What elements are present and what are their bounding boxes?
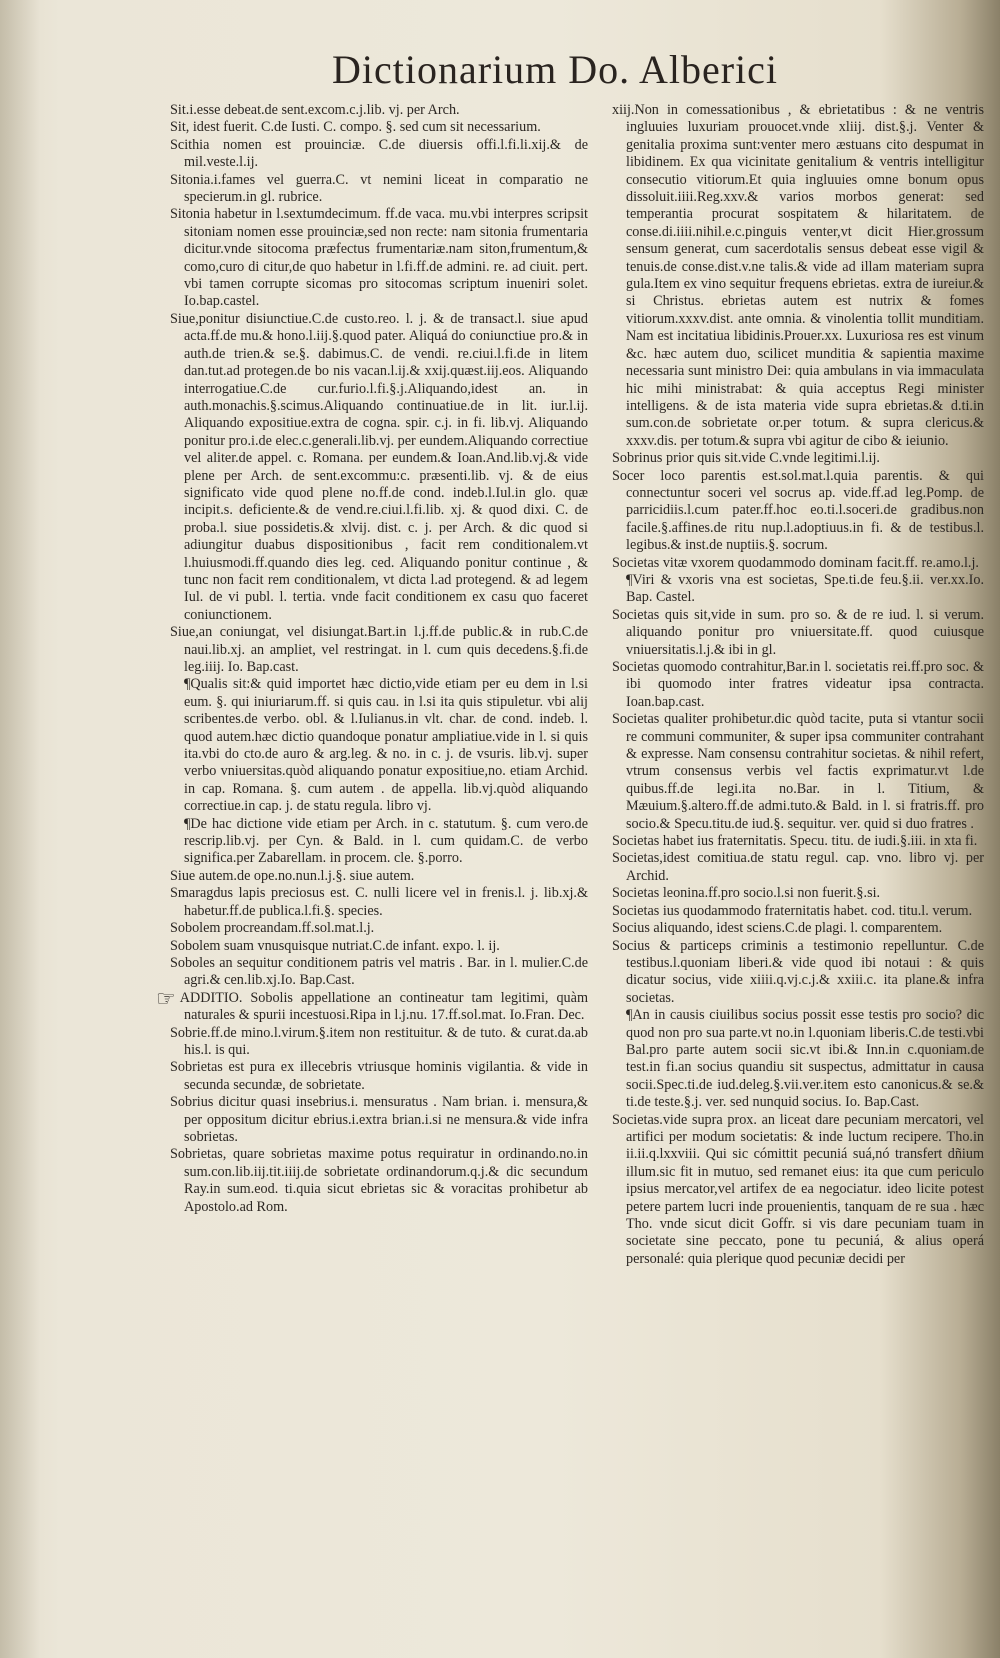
- entry-text: Societas quomodo contrahitur,Bar.in l. societatis rei.ff.pro soc. & ibi quomodo inter fratres videatur ipsa contracta. Ioan.bap.cast.: [612, 659, 984, 710]
- left-text-column: [156, 102, 588, 1642]
- entry-text: Soboles an sequitur conditionem patris vel matris . Bar. in l. mulier.C.de agri.& cen.lib.xj.Io. Bap.Cast.: [170, 954, 588, 989]
- entry-text: Societas.vide supra prox. an liceat dare pecuniam mercatori, vel artifici per modum societatis: & inde luctum recipere. Tho.in ii.ii.q.lxxviii. Qui sic cómittit pecuniá suá,nó transfert dñium illum.sic fit in mutuo, sed remanet eius: ita que cum periculo ipsius mercator,vel artifex de ea negociatur. ideo licite potest petere partem lucri inde prouenientis, tanquam de re sua . hæc Tho. vnde sicut dicit Goffr. si vis dare pecuniam tuam in societate sine peccato, pone tu pecuniá, & alius operá personalé: quia plerique quod pecuniæ decidi per: [612, 1111, 984, 1267]
- dictionary-entry: [612, 885, 984, 902]
- dictionary-entry: [612, 572, 984, 607]
- right-text-column: [612, 102, 984, 1642]
- entry-text: Socius aliquando, idest sciens.C.de plagi. l. comparentem.: [612, 920, 943, 937]
- running-title: [0, 46, 1000, 93]
- dictionary-entry: [170, 102, 588, 119]
- dictionary-entry: [612, 1112, 984, 1269]
- dictionary-entry: [170, 172, 588, 207]
- entry-text: Societas habet ius fraternitatis. Specu. titu. de iudi.§.iii. in xta fi.: [612, 833, 978, 850]
- dictionary-entry: [612, 102, 984, 450]
- dictionary-entry: [612, 938, 984, 1008]
- dictionary-entry: [170, 137, 588, 172]
- entry-text: ¶De hac dictione vide etiam per Arch. in c. statutum. §. cum vero.de rescrip.lib.vj. per Cyn. & Bald. in l. cum quidam.C. de verbo significa.per Zabarellam. in procem. cle. §.porro.: [184, 815, 588, 867]
- dictionary-entry: [612, 920, 984, 937]
- dictionary-entry: [170, 885, 588, 920]
- entry-text: Sitonia habetur in l.sextumdecimum. ff.de vaca. mu.vbi interpres scripsit sitoniam nomen esse prouinciæ,sed non recte: nam sitonia frumentaria dicitur.vnde sitocoma præfectus frumentariæ.nam siton,frumentum,& como,curo di citur,de quo habetur in l.fi.ff.de admini. re. ad ciuit. pert. vbi tamen corrupte sicomas pro sitocomas scriptum inueniri solet. Io.bap.castel.: [170, 206, 588, 310]
- entry-text: Scithia nomen est prouinciæ. C.de diuersis offi.l.fi.li.xij.& de mil.veste.l.ij.: [170, 136, 588, 171]
- entry-text: Sobolem procreandam.ff.sol.mat.l.j.: [170, 920, 375, 937]
- dictionary-entry: [612, 833, 984, 850]
- dictionary-entry: [170, 955, 588, 990]
- entry-text: Societas vitæ vxorem quodammodo dominam facit.ff. re.amo.l.j.: [612, 554, 979, 571]
- entry-text: Societas leonina.ff.pro socio.l.si non fuerit.§.si.: [612, 885, 881, 902]
- entry-text: ADDITIO. Sobolis appellatione an contineatur tam legitimi, quàm naturales & spurii incestuosi.Ripa in l.j.nu. 17.ff.sol.mat. Io.Fran. Dec.: [179, 989, 588, 1024]
- entry-text: Siue,ponitur disiunctiue.C.de custo.reo. l. j. & de transact.l. siue apud acta.ff.de mu.& hono.l.iij.§.quod pater. Aliquá do coniunctiue pro.& in auth.de trien.& se.§. dabimus.C. de vendi. re.ciui.l.fi.de in litem dan.tut.ad protegen.de bo nis vacan.l.ij.& xxij.quæst.iij.eos. Aliquando interrogatiue.C.de cur.furio.l.fi.§.j.Aliquando,idest an. in auth.monachis.§.scimus.Aliquando continuatiue.de in lit. iur.l.ij. Aliquando expositiue.extra de cogna. spir. c.j. in fi. lib.vj. Aliquando ponitur pro.i.de elec.c.generali.lib.vj. per eundem.Aliquando correctiue vel aliter.de appel. c. Romana. per eundem.& Ioan.And.lib.vj.& vide plene per Arch. de sent.excommu:c. præsenti.lib. vj. & de eius significato vide quod plene no.ff.de cond. indeb.l.Iul.in glo. quæ incipit.s. deficiente.& de vend.re.ciui.l.fi.lib. xj. & quod dixi. C. de proba.l. siue possidetis.& xlvij. dist. c. j. per Arch. & dic quod si adiungitur duabus dispositionibus , facit rem conditionalem.vt l.huiusmodi.ff.quando dies leg. ced. Aliquando ponitur continue , & tunc non facit rem conditionalem, vt dicta l.ad protegend. & ad legem Iul. de vi publ. l. tertia. vnde facit conditionem ex casu quo faceret coniunctionem.: [170, 310, 588, 623]
- entry-text: Sobrius dicitur quasi insebrius.i. mensuratus . Nam brian. i. mensura,& per oppositum dicitur ebrius.i.extra brian.i.si ne mensura.& vide infra sobrietas.: [170, 1094, 588, 1145]
- entry-text: Siue autem.de ope.no.nun.l.j.§. siue autem.: [170, 867, 415, 884]
- dictionary-entry: [612, 1007, 984, 1111]
- dictionary-entry: [170, 311, 588, 624]
- dictionary-entry: [170, 938, 588, 955]
- dictionary-entry: [612, 450, 984, 467]
- dictionary-entry: [170, 119, 588, 136]
- dictionary-entry: [612, 659, 984, 711]
- dictionary-entry: [170, 816, 588, 868]
- dictionary-entry: [170, 676, 588, 815]
- entry-text: Sobrinus prior quis sit.vide C.vnde legitimi.l.ij.: [612, 450, 880, 467]
- dictionary-entry: [612, 555, 984, 572]
- entry-text: Sit.i.esse debeat.de sent.excom.c.j.lib. vj. per Arch.: [170, 102, 460, 118]
- entry-text: Societas quis sit,vide in sum. pro so. & de re iud. l. si verum. aliquando ponitur pro vniuersitate.ff. quod cuiusque vniuersitatis.l.j.& ibi in gl.: [612, 606, 984, 658]
- page-gutter-shadow: [0, 0, 40, 1658]
- entry-text: Sobrietas, quare sobrietas maxime potus requiratur in ordinando.no.in sum.con.lib.iij.tit.iiij.de sobrietate ordinandorum.q.j.& dic secundum Ray.in sum.eod. ti.quia sicut ebrietas sic & voracitas prohibetur ab Apostolo.ad Rom.: [170, 1146, 588, 1215]
- entry-text: Socius & particeps criminis a testimonio repelluntur. C.de testibus.l.quoniam liberi.& vide quod ibi notaui : & quis dicatur socius, vide xiiii.q.vj.c.j.& xxiii.c. ita plane.& infra societas.: [612, 937, 984, 1006]
- dictionary-entry: [170, 1146, 588, 1216]
- entry-text: Smaragdus lapis preciosus est. C. nulli licere vel in frenis.l. j. lib.xj.& habetur.ff.de publica.l.fi.§. species.: [170, 885, 588, 919]
- dictionary-entry: [170, 1059, 588, 1094]
- dictionary-entry: [612, 903, 984, 920]
- dictionary-entry: [170, 868, 588, 885]
- running-title-text: Dictionarium Do. Alberici: [331, 47, 778, 92]
- entry-text: Sitonia.i.fames vel guerra.C. vt nemini liceat in comparatio ne specierum.in gl. rubrice.: [170, 171, 588, 206]
- entry-text: xiij.Non in comessationibus , & ebrietatibus : & ne ventris ingluuies luxuriam prouocet.vnde xliij. dist.§.j. Venter & genitalia proxima sunt:venter mero æstuans cito despumat in libidinem. Ex qua vicinitate genitalium & ventris intelligitur consecutio vitiorum.Et quia ingluuies omne bonum opus dissoluit.iiii.Reg.xxv.& varios morbos generat: sed temperantia procurat sospitatem & hilaritatem. de conse.di.iiii.nihil.e.c.pinguis venter,vt dicit Hier.grossum sensum generat, cum sacerdotalis sensus debeat esse vigil & tenuis.de conse.dist.v.ne talis.& vide ad illam materiam supra gula.Item ex vino sequitur frequens ebrietas. extra de iureiur.& si Christus. ebrietas autem est nutrix & fomes vitiorum.xxxv.dist. ante omnia. & vinolentia tollit munditiam. Nam est incitatiua libidinis.Prouer.xx. Luxuriosa res est vinum &c. hæc autem duo, scilicet munditia & sapientia maxime necessaria sunt ministro Dei: quia ambulans in via immaculata hic mihi ministrabat: & quia acceptus Regi minister intelligens. & de ista materia vide supra ebrietas.& d.ti.in sum.con.de sobrietate or.per totum. & supra clericus.& xxxv.dis. per totum.& supra vbi agitur de cibo & ieiunio.: [612, 102, 984, 449]
- dictionary-entry: [612, 468, 984, 555]
- dictionary-entry: [170, 1025, 588, 1060]
- entry-text: Societas qualiter prohibetur.dic quòd tacite, puta si vtantur socii re communi communiter, & super ipsa communiter contrahant & expresse. Nam consensu contrahitur societas. & nihil refert, vtrum consensus verbis vel factis exprimatur.vt l.de quibus.ff.de legi.ita no.Bar. in l. Titium, & Mæuium.§.altero.ff.de admi.tuto.& Bald. in l. si fratris.ff. pro socio.& Specu.titu.de iud.§. sequitur. ver. quid si duo fratres .: [612, 711, 984, 832]
- addition-entry: [156, 985, 588, 1025]
- hand-pointer-icon: ☞: [156, 985, 176, 1011]
- dictionary-entry: [170, 206, 588, 310]
- entry-text: ¶Qualis sit:& quid importet hæc dictio,vide etiam per eu dem in l.si eum. §. qui iniuriarum.ff. si quis cau. in l.si ita quis stipuletur. vbi alij scribentes.de verbo. obl. & l.Iulianus.in vlt. char. de cond. indeb. l. quod autem.hæc dictio quandoque ponatur ampliatiue.vide in l. si quis ita.vbi do cto.de auro & arg.leg. & no. in c. j. de vsuris. lib.vj. super verbo vniuersitas.quòd aliquando ponatur expositiue,no. etiam Archid. in cap. Romana. §. cum autem . de appella. lib.vj.quòd aliquando correctiue.in cap. j. de statu regula. libro vj.: [184, 676, 588, 815]
- entry-text: Societas ius quodammodo fraternitatis habet. cod. titu.l. verum.: [612, 902, 973, 919]
- entry-text: Socer loco parentis est.sol.mat.l.quia parentis. & qui connectuntur soceri vel socrus ap. vide.ff.ad leg.Pomp. de parricidiis.l.cum pater.ff.hoc eo.ti.l.soceri.de gradibus.non facile.§.affines.de ritu nup.l.adoptiuus.in fi. & de testibus.l. legibus.& inst.de nuptiis.§. socrum.: [612, 467, 984, 554]
- dictionary-entry: [170, 624, 588, 676]
- dictionary-entry: [170, 920, 588, 937]
- entry-text: ¶An in causis ciuilibus socius possit esse testis pro socio? dic quod non pro sua parte.vt no.in l.quoniam liberis.C.de testi.vbi Bal.pro parte autem socii sic.vt ibi.& Inn.in c.quoniam.de test.in fi.an socius quandiu sit suspectus, admittatur in causa socii.Spec.ti.de iud.deleg.§.vii.ver.item esto canonicus.& se.& ti.de teste.§.j. ver. sed nunquid socius. Io. Bap.Cast.: [626, 1007, 984, 1111]
- entry-text: Sit, idest fuerit. C.de Iusti. C. compo. §. sed cum sit necessarium.: [170, 119, 541, 136]
- entry-text: Sobrietas est pura ex illecebris vtriusque hominis vigilantia. & vide in secunda secundæ, de sobrietate.: [170, 1059, 588, 1093]
- entry-text: Sobrie.ff.de mino.l.virum.§.item non restituitur. & de tuto. & curat.da.ab his.l. is qui.: [170, 1024, 588, 1058]
- dictionary-entry: [612, 711, 984, 833]
- entry-text: Sobolem suam vnusquisque nutriat.C.de infant. expo. l. ij.: [170, 937, 500, 954]
- entry-text: Societas,idest comitiua.de statu regul. cap. vno. libro vj. per Archid.: [612, 850, 984, 884]
- entry-text: Siue,an coniungat, vel disiungat.Bart.in l.j.ff.de public.& in rub.C.de naui.lib.xj. an ampliet, vel restringat. in l. cum quis decedens.§.fi.de leg.iiij. Io. Bap.cast.: [170, 624, 588, 675]
- dictionary-entry: [612, 850, 984, 885]
- dictionary-entry: [170, 1094, 588, 1146]
- dictionary-entry: [612, 607, 984, 659]
- entry-text: ¶Viri & vxoris vna est societas, Spe.ti.de feu.§.ii. ver.xx.Io. Bap. Castel.: [626, 571, 984, 606]
